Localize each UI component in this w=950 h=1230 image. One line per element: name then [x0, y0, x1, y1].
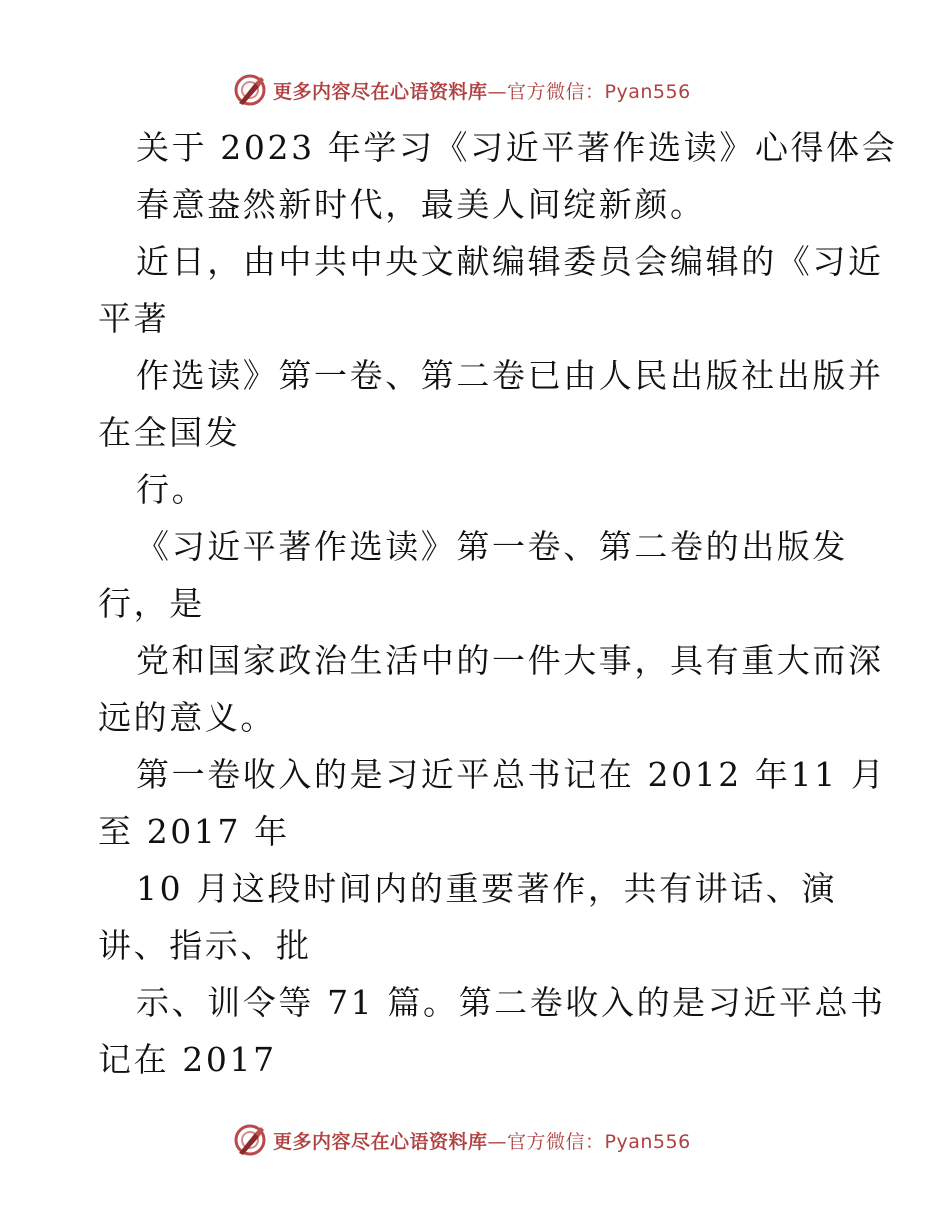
document-title: 关于 2023 年学习《习近平著作选读》心得体会: [136, 128, 898, 167]
pen-logo-icon: [233, 73, 267, 107]
watermark-main: 更多内容尽在心语资料库: [273, 1130, 488, 1153]
paragraph-line: 在全国发: [98, 413, 241, 452]
paragraph-line: 远的意义。: [98, 698, 276, 737]
paragraph-line: 近日，由中共中央文献编辑委员会编辑的《习近: [136, 242, 884, 281]
paragraph-line: 至 2017 年: [98, 812, 290, 851]
paragraph-line: 春意盎然新时代，最美人间绽新颜。: [136, 185, 706, 224]
paragraph-line: 记在 2017: [98, 1040, 277, 1079]
paragraph-line: 《习近平著作选读》第一卷、第二卷的出版发: [136, 527, 848, 566]
pen-logo-icon: [233, 1123, 267, 1157]
watermark-banner-bottom: [233, 1122, 713, 1158]
paragraph-line: 党和国家政治生活中的一件大事，具有重大而深: [136, 641, 884, 680]
watermark-separator: —: [487, 1130, 508, 1153]
watermark-text: [273, 77, 691, 104]
watermark-banner-top: [233, 72, 713, 108]
watermark-wechat-id: Pyan556: [604, 80, 691, 103]
paragraph-line: 行，是: [98, 584, 205, 623]
paragraph-line: 讲、指示、批: [98, 926, 312, 965]
watermark-wechat-id: Pyan556: [604, 1130, 691, 1153]
paragraph-line: 行。: [136, 470, 208, 509]
paragraph-line: 第一卷收入的是习近平总书记在 2012 年11 月: [136, 755, 887, 794]
paragraph-line: 10 月这段时间内的重要著作，共有讲话、演: [136, 869, 838, 908]
watermark-text: [273, 1127, 691, 1154]
paragraph-line: 作选读》第一卷、第二卷已由人民出版社出版并: [136, 356, 884, 395]
watermark-wechat-label: 官方微信：: [507, 80, 605, 103]
watermark-wechat-label: 官方微信：: [507, 1130, 605, 1153]
paragraph-line: 示、训令等 71 篇。第二卷收入的是习近平总书: [136, 983, 886, 1022]
watermark-separator: —: [487, 80, 508, 103]
watermark-main: 更多内容尽在心语资料库: [273, 80, 488, 103]
paragraph-line: 平著: [98, 299, 170, 338]
